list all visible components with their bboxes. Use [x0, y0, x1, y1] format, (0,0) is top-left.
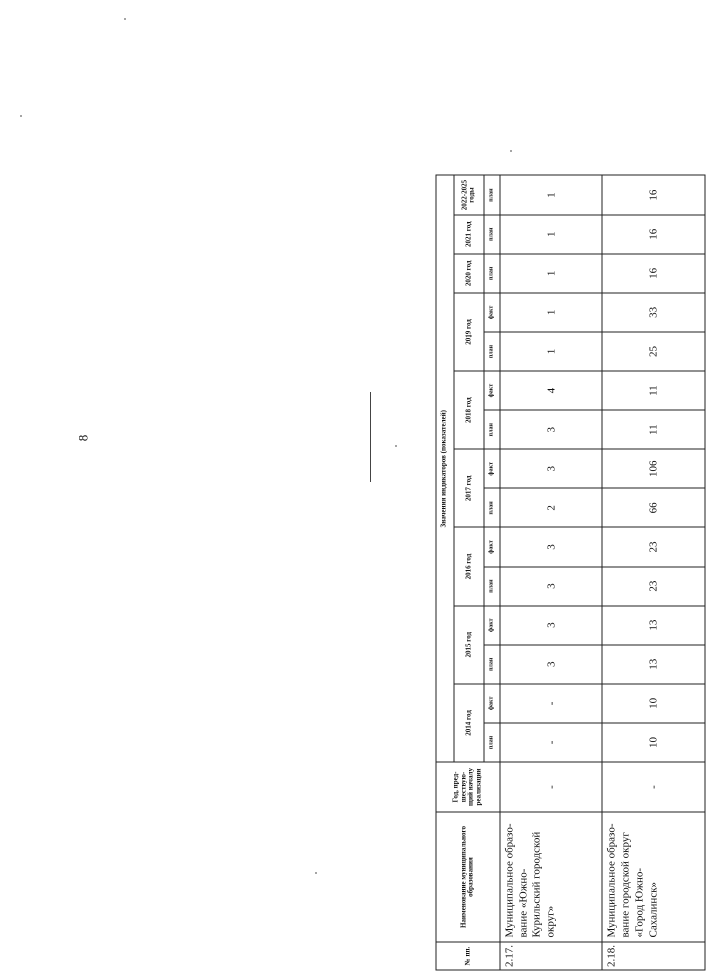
header-plan: план [484, 488, 500, 527]
value-cell: 13 [602, 606, 705, 645]
header-year: 2021 год [454, 215, 484, 254]
header-plan: план [484, 332, 500, 371]
header-plan: план [484, 175, 500, 214]
value-cell: 16 [602, 175, 705, 214]
value-cell: 23 [602, 527, 705, 566]
header-year: 2020 год [454, 254, 484, 293]
header-fact: факт [484, 371, 500, 410]
year-prev-value: - [500, 762, 603, 812]
header-fact: факт [484, 449, 500, 488]
header-values-group: Значения индикаторов (показателей) [436, 175, 454, 762]
value-cell: 3 [500, 567, 603, 606]
value-cell: 2 [500, 488, 603, 527]
value-cell: 13 [602, 645, 705, 684]
header-plan: план [484, 723, 500, 762]
table-row [602, 175, 705, 970]
value-cell: 1 [500, 293, 603, 332]
value-cell: 11 [602, 371, 705, 410]
value-cell: 3 [500, 645, 603, 684]
scan-speck [20, 115, 22, 117]
municipality-name: Муниципальное образо- вание городской округ «Город Южно- Сахалинск» [602, 812, 705, 942]
scan-speck [315, 872, 317, 874]
header-year: 2014 год [454, 684, 484, 762]
value-cell: 3 [500, 449, 603, 488]
municipality-name: Муниципальное образо- вание «Южно- Курильский городской округ» [500, 812, 603, 942]
header-name: Наименование муниципального образования [436, 812, 500, 942]
value-cell: 3 [500, 410, 603, 449]
header-year: 2016 год [454, 527, 484, 605]
header-plan: план [484, 215, 500, 254]
value-cell: 1 [500, 332, 603, 371]
value-cell: 3 [500, 606, 603, 645]
value-cell: 4 [500, 371, 603, 410]
value-cell: 25 [602, 332, 705, 371]
header-year-prev: Год, пред- шествую- щий началу реализации [436, 762, 500, 812]
header-fact: факт [484, 527, 500, 566]
header-plan: план [484, 254, 500, 293]
indicator-table [436, 175, 706, 971]
header-year: 2019 год [454, 293, 484, 371]
value-cell: 3 [500, 527, 603, 566]
value-cell: - [500, 723, 603, 762]
header-plan: план [484, 410, 500, 449]
value-cell: 66 [602, 488, 705, 527]
scan-speck [395, 445, 397, 447]
header-year: 2022-2025 годы [454, 175, 484, 214]
value-cell: 10 [602, 684, 705, 723]
side-line [370, 392, 371, 482]
header-year: 2015 год [454, 606, 484, 684]
header-fact: факт [484, 684, 500, 723]
value-cell: - [500, 684, 603, 723]
value-cell: 1 [500, 175, 603, 214]
rotated-table-container [436, 176, 706, 971]
table-row [500, 175, 603, 970]
row-number: 2.18. [602, 942, 705, 970]
value-cell: 16 [602, 254, 705, 293]
value-cell: 11 [602, 410, 705, 449]
header-num: № пп. [436, 942, 500, 970]
page-number: 8 [75, 434, 91, 442]
value-cell: 106 [602, 449, 705, 488]
header-fact: факт [484, 293, 500, 332]
value-cell: 1 [500, 215, 603, 254]
value-cell: 1 [500, 254, 603, 293]
header-year: 2017 год [454, 449, 484, 527]
value-cell: 33 [602, 293, 705, 332]
header-fact: факт [484, 606, 500, 645]
year-prev-value: - [602, 762, 705, 812]
value-cell: 23 [602, 567, 705, 606]
scan-speck [124, 18, 126, 20]
scan-speck [510, 150, 512, 152]
header-plan: план [484, 645, 500, 684]
header-year: 2018 год [454, 371, 484, 449]
row-number: 2.17. [500, 942, 603, 970]
value-cell: 10 [602, 723, 705, 762]
header-plan: план [484, 567, 500, 606]
value-cell: 16 [602, 215, 705, 254]
